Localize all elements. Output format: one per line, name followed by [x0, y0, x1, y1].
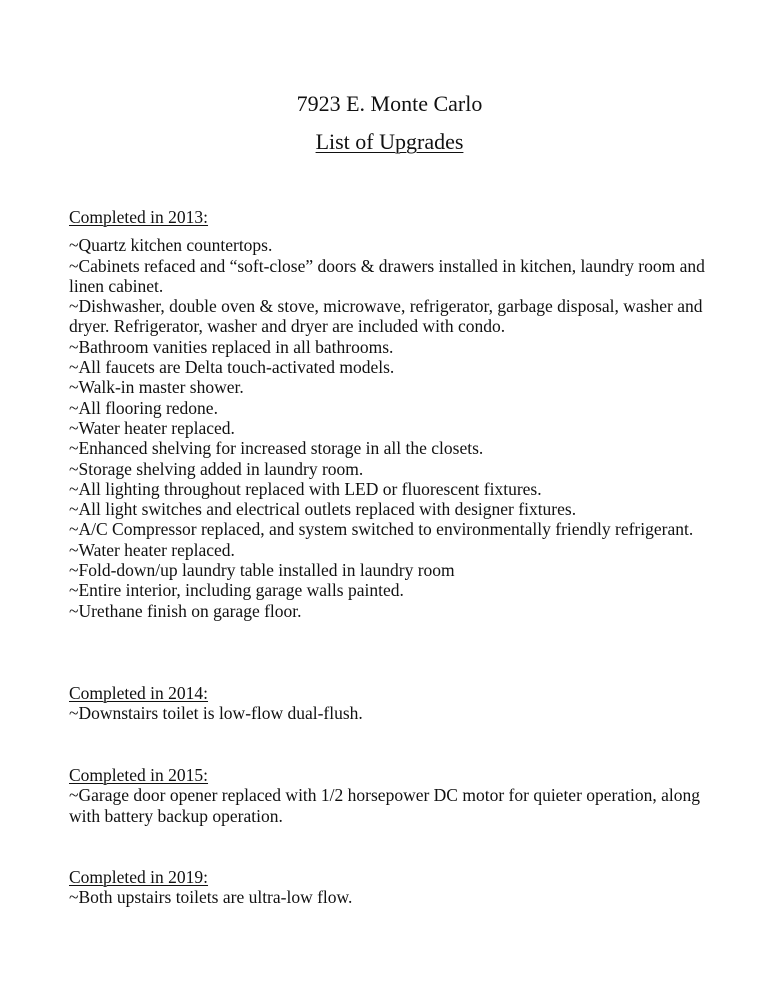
section-heading: Completed in 2013:: [69, 207, 209, 227]
list-item: ~A/C Compressor replaced, and system switched to environmentally friendly refrigerant.: [69, 519, 694, 540]
document-title: 7923 E. Monte Carlo: [296, 91, 483, 116]
section-heading: Completed in 2014:: [69, 683, 209, 703]
list-item: ~Fold-down/up laundry table installed in laundry room: [69, 560, 455, 581]
list-item: ~Both upstairs toilets are ultra-low flow.: [69, 887, 353, 908]
list-item: ~Enhanced shelving for increased storage in all the closets.: [69, 438, 484, 459]
document-subtitle: List of Upgrades: [315, 129, 464, 154]
list-item: ~Downstairs toilet is low-flow dual-flush.: [69, 703, 363, 724]
list-item: ~Storage shelving added in laundry room.: [69, 458, 364, 479]
upgrade-list: [69, 785, 719, 826]
section-completed-2013: [69, 207, 719, 621]
list-item: ~All light switches and electrical outlets replaced with designer fixtures.: [69, 499, 577, 520]
list-item: ~All lighting throughout replaced with LED or fluorescent fixtures.: [69, 478, 542, 499]
upgrade-list: [69, 235, 719, 621]
section-heading: Completed in 2015:: [69, 765, 209, 785]
upgrade-list: [69, 703, 719, 723]
list-item: ~Bathroom vanities replaced in all bathrooms.: [69, 336, 394, 357]
section-completed-2019: [69, 867, 719, 908]
list-item: ~All faucets are Delta touch-activated models.: [69, 357, 395, 378]
list-item: ~Dishwasher, double oven & stove, microwave, refrigerator, garbage disposal, washer and dryer. Refrigerator, washer and dryer are included with condo.: [69, 296, 703, 337]
list-item: ~All flooring redone.: [69, 397, 218, 418]
list-item: ~Garage door opener replaced with 1/2 horsepower DC motor for quieter operation, along with battery backup operation.: [69, 785, 700, 826]
section-heading: Completed in 2019:: [69, 867, 209, 887]
list-item: ~Urethane finish on garage floor.: [69, 600, 302, 621]
list-item: ~Water heater replaced.: [69, 417, 235, 438]
list-item: ~Quartz kitchen countertops.: [69, 235, 273, 256]
upgrade-list: [69, 887, 719, 907]
list-item: ~Cabinets refaced and “soft-close” doors & drawers installed in kitchen, laundry room and linen cabinet.: [69, 255, 705, 296]
section-completed-2015: [69, 765, 719, 826]
section-completed-2014: [69, 683, 719, 724]
list-item: ~Water heater replaced.: [69, 539, 235, 560]
list-item: ~Entire interior, including garage walls painted.: [69, 580, 404, 601]
list-item: ~Walk-in master shower.: [69, 377, 244, 398]
